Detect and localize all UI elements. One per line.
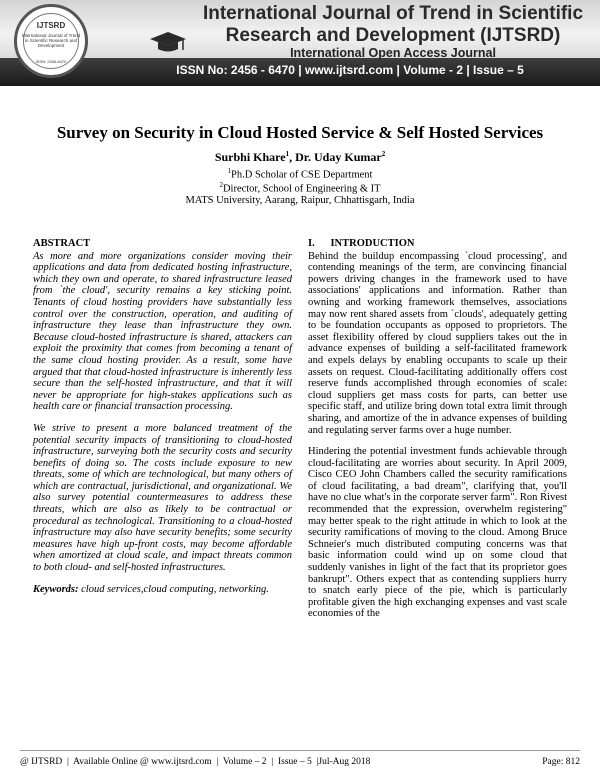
page-number: Page: 812 (542, 757, 580, 767)
affiliation-1-text: Ph.D Scholar of CSE Department (231, 169, 373, 181)
graduation-cap-icon (148, 30, 188, 54)
journal-logo-icon (14, 4, 88, 78)
footer-divider (20, 750, 580, 751)
introduction-heading: I. INTRODUCTION (308, 238, 415, 249)
affiliation-2-text: Director, School of Engineering & IT (222, 183, 381, 195)
journal-info: ISSN No: 2456 - 6470 | www.ijtsrd.com | Volume - 2 | Issue – 5 (176, 63, 524, 77)
footer-text: @ IJTSRD | Available Online @ www.ijtsrd.com | Volume – 2 | Issue – 5 |Jul-Aug 2018 (20, 757, 371, 767)
affiliation-2-sup: 2 (219, 181, 223, 189)
paper-title: Survey on Security in Cloud Hosted Service & Self Hosted Services (56, 123, 544, 142)
affiliation-1 (0, 167, 600, 181)
affiliation-1-sup: 1 (227, 167, 232, 175)
journal-title: International Journal of Trend in Scientific Research and Development (IJTSRD) (202, 3, 584, 46)
logo-name: IJTSRD (36, 21, 66, 30)
introduction-column (308, 238, 567, 630)
abstract-heading: ABSTRACT (33, 238, 91, 249)
affiliation-3: MATS University, Aarang, Raipur, Chhattisgarh, India (185, 195, 415, 206)
authors (0, 150, 600, 165)
keywords-text: cloud services,cloud computing, networking. (78, 583, 269, 595)
logo-text: International Journal of Trend in Scientific Research and Development (21, 33, 81, 48)
abstract-paragraph-1: As more and more organizations consider moving their applications and data from dedicated hosting infrastructure, which they own and operate, to shared infrastructure leased from `the cloud', security remains a key sticking point. Tenants of cloud hosting providers have substantially less control over the construction, operation, and auditing of infrastructure they lease than infrastructure they own. Because cloud-hosted infrastructure is shared, attackers can exploit the proximity that comes from becoming a tenant of the same cloud hosting provider. As a result, some have argued that that cloud-hosted infrastructure is inherently less secure than the self-hosted infrastructure, and that it will never be appropriate for high-stakes applications such as health care or financial transaction processing. (33, 250, 292, 413)
journal-banner (0, 0, 600, 86)
abstract-column (33, 238, 292, 605)
affiliation-2 (0, 181, 600, 195)
keywords-label: Keywords: (33, 583, 79, 595)
abstract-paragraph-2: We strive to present a more balanced treatment of the potential security impacts of transitioning to cloud-hosted infrastructure, surveying both the security costs and security benefits of doing so. The costs include exposure to new threats, some of which are technological, but many others of which are contractual, jurisdictional, and organizational. We also survey potential countermeasures to address these threats, which are also as likely to be contractual or procedural as technological. Transitioning to a cloud-hosted infrastructure may also have security benefits; some security measures have high up-front costs, may become affordable when amortized at cloud scale, and impact threats common to both cloud- and self-hosted infrastructures. (33, 422, 292, 574)
author-1-sup: 1 (285, 150, 290, 158)
author-1: Surbhi Khare (214, 150, 286, 164)
introduction-paragraph-1: Behind the buildup encompassing `cloud processing', and contending meanings of the term, are convincing financial powers driving changes in the framework used to have associations' applications and information. Rather than owning and working framework themselves, associations may now rent shared assets from `clouds', adequately getting to be foundation occupants as opposed to proprietors. The asset flexibility offered by cloud suppliers takes out the in advance expenses of building a self-facilitated framework and expels delays by enabling occupants to scale up their assets on request. Cloud-facilitating additionally offers cost reserve funds accomplished through economies of scale: cloud suppliers get mass costs for parts, can better use specific staff, and utilize bring down total extra limit through sharing, and amortize of the in advance expenses of building and regulating server farms over a huge number. (308, 250, 567, 436)
author-2-sup: 2 (381, 150, 386, 158)
journal-subtitle: International Open Access Journal (290, 46, 496, 60)
author-separator: , (289, 150, 296, 164)
logo-issn: ISSN: 2456-6470 (35, 59, 67, 64)
keywords (33, 584, 292, 596)
introduction-paragraph-2: Hindering the potential investment funds achievable through cloud-facilitating are worries about security. In April 2009, Cisco CEO John Chambers called the security ramifications of cloud facilitating, a bad dream", clarifying that, you'll have no clue what's in the corporate server farm". Ron Rivest recommended that the expression, overwhelm registering" may better speak to the right attitude in which to look at the security ramifications of moving to the cloud. Among Bruce Schneier's much distributed computing concerns was that basic information could wind up on some cloud that suddenly vanishes in light of the fact that its proprietor goes bankrupt". Others expect that as contending suppliers hurry to snatch early piece of the pie, which is particularly profitable given the high exchanging expenses and vast scale economies of the (308, 446, 567, 620)
author-2: Dr. Uday Kumar (295, 150, 382, 164)
